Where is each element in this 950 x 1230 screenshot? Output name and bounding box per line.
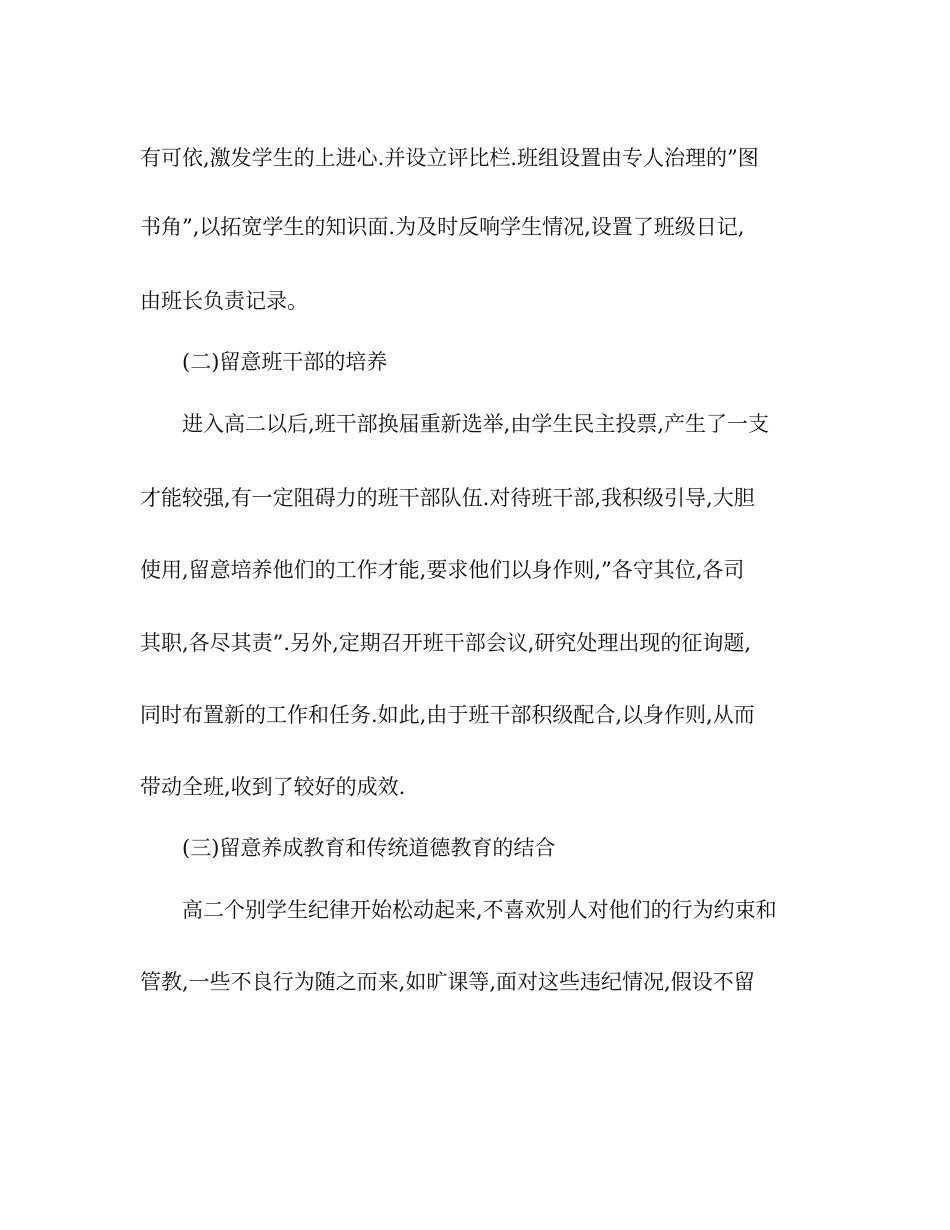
paragraph-line: 进入高二以后,班干部换届重新选举,由学生民主投票,产生了一支 [182,412,770,436]
paragraph-line: 有可依,激发学生的上进心.并设立评比栏.班组设置由专人治理的”图 [140,146,759,170]
paragraph-line: 使用,留意培养他们的工作才能,要求他们以身作则,”各守其位,各司 [140,558,745,582]
paragraph-line: 才能较强,有一定阻碍力的班干部队伍.对待班干部,我积级引导,大胆 [140,486,755,510]
paragraph-line: 带动全班,收到了较好的成效. [140,775,406,799]
section-heading: (二)留意班干部的培养 [182,350,388,374]
paragraph-line: 高二个别学生纪律开始松动起来,不喜欢别人对他们的行为约束和 [182,898,777,922]
paragraph-line: 其职,各尽其责”.另外,定期召开班干部会议,研究处理出现的征询题, [140,631,752,655]
paragraph-line: 书角”,以拓宽学生的知识面.为及时反响学生情况,设置了班级日记, [140,215,745,239]
paragraph-line: 管教,一些不良行为随之而来,如旷课等,面对这些违纪情况,假设不留 [140,970,755,994]
section-heading: (三)留意养成教育和传统道德教育的结合 [182,836,556,860]
paragraph-line: 同时布置新的工作和任务.如此,由于班干部积级配合,以身作则,从而 [140,703,755,727]
paragraph-line: 由班长负责记录。 [140,289,308,313]
